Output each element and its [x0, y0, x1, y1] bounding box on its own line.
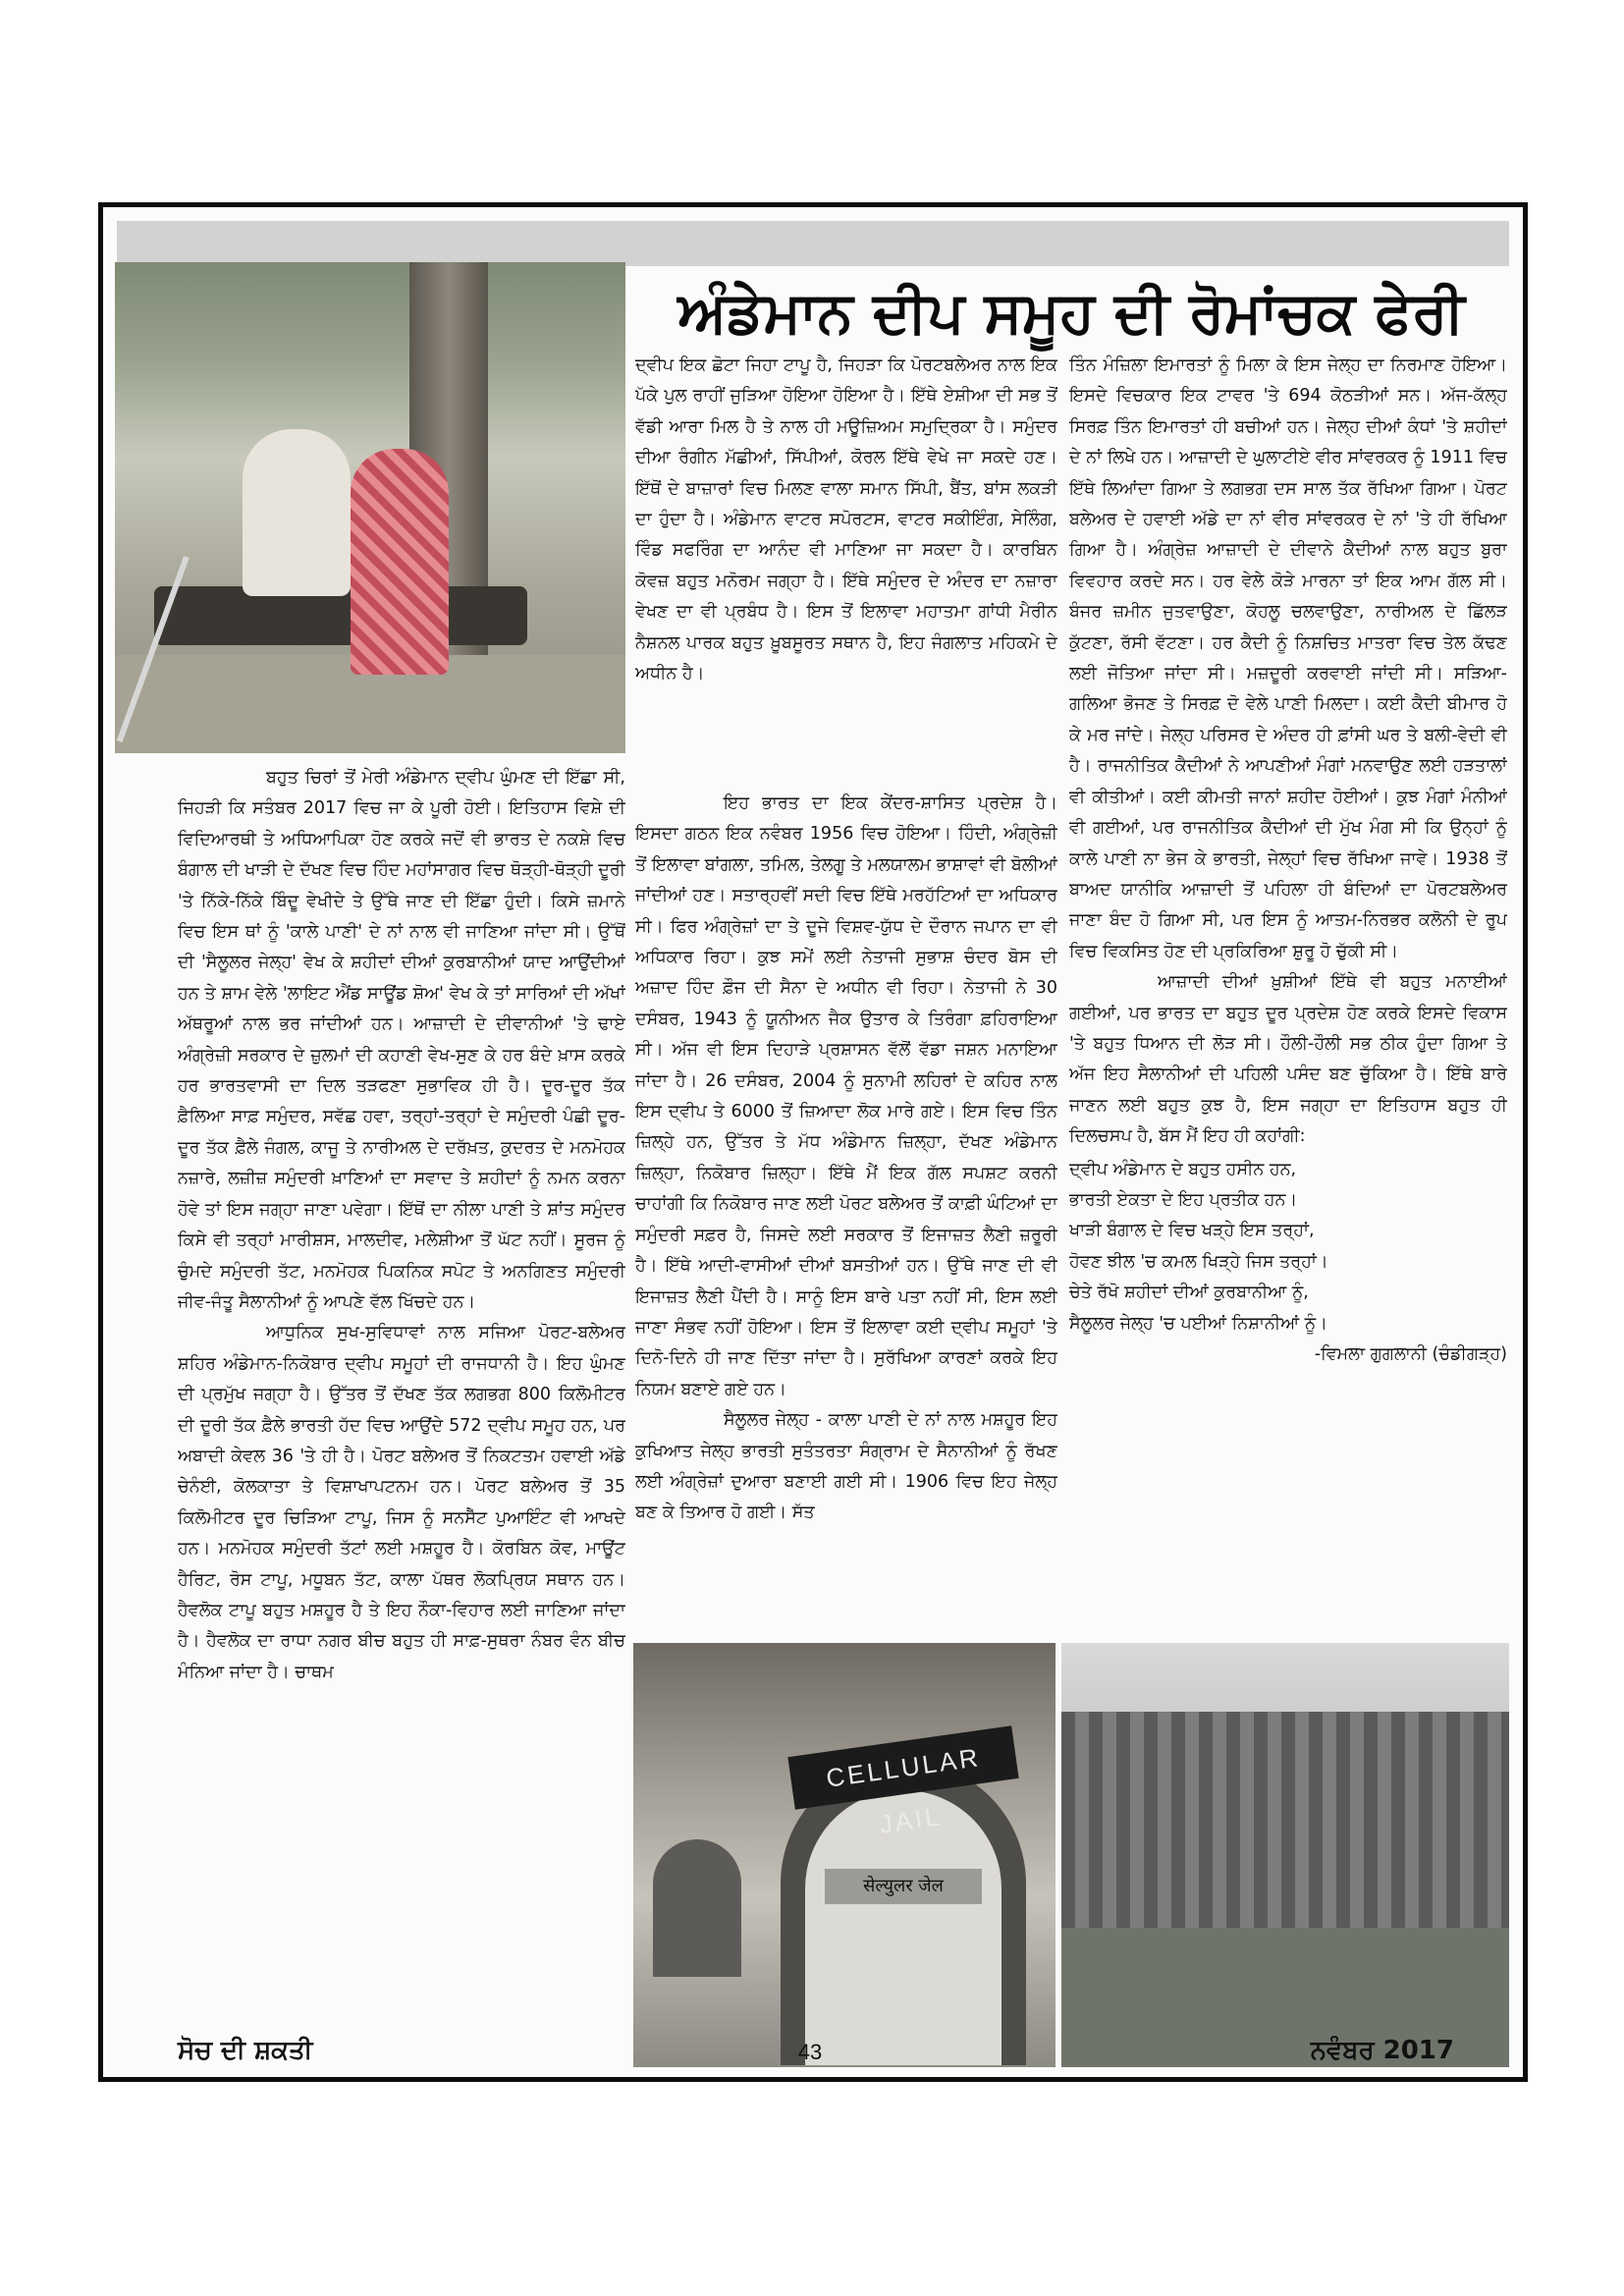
poem-line: ਸੈਲੂਲਰ ਜੇਲ੍ਹ 'ਚ ਪਈਆਂ ਨਿਸ਼ਾਨੀਆਂ ਨੂੰ।: [1069, 1313, 1327, 1334]
paragraph: ਦ੍ਵੀਪ ਇਕ ਛੋਟਾ ਜਿਹਾ ਟਾਪੂ ਹੈ, ਜਿਹੜਾ ਕਿ ਪੋਰਟਬਲੇਅਰ ਨਾਲ ਇਕ ਪੱਕੇ ਪੁਲ ਰਾਹੀਂ ਜੁੜਿਆ ਹੋਇਆ ਹੋਇਆ ਹੈ। ਇੱਥੇ ਏਸ਼ੀਆ ਦੀ ਸਭ ਤੋਂ ਵੱਡੀ ਆਰਾ ਮਿਲ ਹੈ ਤੇ ਨਾਲ ਹੀ ਮਊਜ਼ਿਅਮ ਸਮੁਦ੍ਰਿਕਾ ਹੈ। ਸਮੁੰਦਰ ਦੀਆ ਰੰਗੀਨ ਮੱਛੀਆਂ, ਸਿੱਪੀਆਂ, ਕੋਰਲ ਇੱਥੇ ਵੇਖੇ ਜਾ ਸਕਦੇ ਹਣ। ਇੱਥੋਂ ਦੇ ਬਾਜ਼ਾਰਾਂ ਵਿਚ ਮਿਲਣ ਵਾਲਾ ਸਮਾਨ ਸਿੱਪੀ, ਬੈਂਤ, ਬਾਂਸ ਲਕੜੀ ਦਾ ਹੁੰਦਾ ਹੈ। ਅੰਡੇਮਾਨ ਵਾਟਰ ਸਪੋਰਟਸ, ਵਾਟਰ ਸਕੀਇੰਗ, ਸੇਲਿੰਗ, ਵਿੰਡ ਸਫਰਿੰਗ ਦਾ ਆਨੰਦ ਵੀ ਮਾਣਿਆ ਜਾ ਸਕਦਾ ਹੈ। ਕਾਰਬਿਨ ਕੋਵਜ਼ ਬਹੁਤ ਮਨੋਰਮ ਜਗ੍ਹਾ ਹੈ। ਇੱਥੇ ਸਮੁੰਦਰ ਦੇ ਅੰਦਰ ਦਾ ਨਜ਼ਾਰਾ ਵੇਖਣ ਦਾ ਵੀ ਪ੍ਰਬੰਧ ਹੈ। ਇਸ ਤੋਂ ਇਲਾਵਾ ਮਹਾਤਮਾ ਗਾਂਧੀ ਮੈਰੀਨ ਨੈਸ਼ਨਲ ਪਾਰਕ ਬਹੁਤ ਖ਼ੂਬਸੂਰਤ ਸਥਾਨ ਹੈ, ਇਹ ਜੰਗਲਾਤ ਮਹਿਕਮੇ ਦੇ ਅਧੀਨ ਹੈ।: [635, 355, 1057, 684]
couple-photo: [115, 262, 625, 753]
article-column-middle: [635, 789, 1057, 1641]
issue-date: ਨਵੰਬਰ 2017: [1310, 2036, 1454, 2065]
cellular-jail-wing-photo: [1061, 1643, 1509, 2067]
poem-line: ਚੇਤੇ ਰੱਖੋ ਸ਼ਹੀਦਾਂ ਦੀਆਂ ਕੁਰਬਾਨੀਆ ਨੂੰ,: [1069, 1283, 1309, 1303]
paragraph: ਆਧੁਨਿਕ ਸੁਖ-ਸੁਵਿਧਾਵਾਂ ਨਾਲ ਸਜਿਆ ਪੋਰਟ-ਬਲੇਅਰ ਸ਼ਹਿਰ ਅੰਡੇਮਾਨ-ਨਿਕੋਬਾਰ ਦ੍ਵੀਪ ਸਮੂਹਾਂ ਦੀ ਰਾਜਧਾਨੀ ਹੈ। ਇਹ ਘੁੰਮਣ ਦੀ ਪ੍ਰਮੁੱਖ ਜਗ੍ਹਾ ਹੈ। ਉੱਤਰ ਤੋਂ ਦੱਖਣ ਤੱਕ ਲਗਭਗ 800 ਕਿਲੋਮੀਟਰ ਦੀ ਦੂਰੀ ਤੱਕ ਫ਼ੈਲੇ ਭਾਰਤੀ ਹੱਦ ਵਿਚ ਆਉਂਦੇ 572 ਦ੍ਵੀਪ ਸਮੂਹ ਹਨ, ਪਰ ਅਬਾਦੀ ਕੇਵਲ 36 'ਤੇ ਹੀ ਹੈ। ਪੋਰਟ ਬਲੇਅਰ ਤੋਂ ਨਿਕਟਤਮ ਹਵਾਈ ਅੱਡੇ ਚੇਨੰਈ, ਕੋਲਕਾਤਾ ਤੇ ਵਿਸ਼ਾਖਾਪਟਨਮ ਹਨ। ਪੋਰਟ ਬਲੇਅਰ ਤੋਂ 35 ਕਿਲੋਮੀਟਰ ਦੂਰ ਚਿੜਿਆ ਟਾਪੂ, ਜਿਸ ਨੂੰ ਸਨਸੈੱਟ ਪੁਆਇੰਟ ਵੀ ਆਖਦੇ ਹਨ। ਮਨਮੋਹਕ ਸਮੁੰਦਰੀ ਤੱਟਾਂ ਲਈ ਮਸ਼ਹੂਰ ਹੈ। ਕੋਰਬਿਨ ਕੋਵ, ਮਾਊਂਟ ਹੈਰਿਟ, ਰੋਸ ਟਾਪੂ, ਮਧੂਬਨ ਤੱਟ, ਕਾਲਾ ਪੱਥਰ ਲੋਕਪ੍ਰਿਯ ਸਥਾਨ ਹਨ। ਹੈਵਲੋਕ ਟਾਪੂ ਬਹੁਤ ਮਸ਼ਹੂਰ ਹੈ ਤੇ ਇਹ ਨੌਕਾ-ਵਿਹਾਰ ਲਈ ਜਾਣਿਆ ਜਾਂਦਾ ਹੈ। ਹੈਵਲੋਕ ਦਾ ਰਾਧਾ ਨਗਰ ਬੀਚ ਬਹੁਤ ਹੀ ਸਾਫ਼-ਸੁਥਰਾ ਨੰਬਰ ਵੰਨ ਬੀਚ ਮੰਨਿਆ ਜਾਂਦਾ ਹੈ। ਚਾਥਮ: [178, 1323, 625, 1682]
paragraph: ਆਜ਼ਾਦੀ ਦੀਆਂ ਖ਼ੁਸ਼ੀਆਂ ਇੱਥੇ ਵੀ ਬਹੁਤ ਮਨਾਈਆਂ ਗਈਆਂ, ਪਰ ਭਾਰਤ ਦਾ ਬਹੁਤ ਦੂਰ ਪ੍ਰਦੇਸ਼ ਹੋਣ ਕਰਕੇ ਇਸਦੇ ਵਿਕਾਸ 'ਤੇ ਬਹੁਤ ਧਿਆਨ ਦੀ ਲੋੜ ਸੀ। ਹੌਲੀ-ਹੌਲੀ ਸਭ ਠੀਕ ਹੁੰਦਾ ਗਿਆ ਤੇ ਅੱਜ ਇਹ ਸੈਲਾਨੀਆਂ ਦੀ ਪਹਿਲੀ ਪਸੰਦ ਬਣ ਚੁੱਕਿਆ ਹੈ। ਇੱਥੇ ਬਾਰੇ ਜਾਣਨ ਲਈ ਬਹੁਤ ਕੁਝ ਹੈ, ਇਸ ਜਗ੍ਹਾ ਦਾ ਇਤਿਹਾਸ ਬਹੁਤ ਹੀ ਦਿਲਚਸਪ ਹੈ, ਬੱਸ ਮੈਂ ਇਹ ਹੀ ਕਹਾਂਗੀ:: [1069, 972, 1507, 1147]
paragraph: ਤਿੰਨ ਮੰਜ਼ਿਲਾ ਇਮਾਰਤਾਂ ਨੂੰ ਮਿਲਾ ਕੇ ਇਸ ਜੇਲ੍ਹ ਦਾ ਨਿਰਮਾਣ ਹੋਇਆ। ਇਸਦੇ ਵਿਚਕਾਰ ਇਕ ਟਾਵਰ 'ਤੇ 694 ਕੋਠੜੀਆਂ ਸਨ। ਅੱਜ-ਕੱਲ੍ਹ ਸਿਰਫ਼ ਤਿੰਨ ਇਮਾਰਤਾਂ ਹੀ ਬਚੀਆਂ ਹਨ। ਜੇਲ੍ਹ ਦੀਆਂ ਕੰਧਾਂ 'ਤੇ ਸ਼ਹੀਦਾਂ ਦੇ ਨਾਂ ਲਿਖੇ ਹਨ। ਆਜ਼ਾਦੀ ਦੇ ਘੁਲਾਟੀਏ ਵੀਰ ਸਾਂਵਰਕਰ ਨੂੰ 1911 ਵਿਚ ਇੱਥੇ ਲਿਆਂਦਾ ਗਿਆ ਤੇ ਲਗਭਗ ਦਸ ਸਾਲ ਤੱਕ ਰੱਖਿਆ ਗਿਆ। ਪੋਰਟ ਬਲੇਅਰ ਦੇ ਹਵਾਈ ਅੱਡੇ ਦਾ ਨਾਂ ਵੀਰ ਸਾਂਵਰਕਰ ਦੇ ਨਾਂ 'ਤੇ ਹੀ ਰੱਖਿਆ ਗਿਆ ਹੈ। ਅੰਗ੍ਰੇਜ਼ ਆਜ਼ਾਦੀ ਦੇ ਦੀਵਾਨੇ ਕੈਦੀਆਂ ਨਾਲ ਬਹੁਤ ਬੁਰਾ ਵਿਵਹਾਰ ਕਰਦੇ ਸਨ। ਹਰ ਵੇਲੇ ਕੋੜੇ ਮਾਰਨਾ ਤਾਂ ਇਕ ਆਮ ਗੱਲ ਸੀ। ਬੰਜਰ ਜ਼ਮੀਨ ਜੁਤਵਾਉਣਾ, ਕੋਹਲੂ ਚਲਵਾਉਣਾ, ਨਾਰੀਅਲ ਦੇ ਛਿੱਲੜ ਕੁੱਟਣਾ, ਰੱਸੀ ਵੱਟਣਾ। ਹਰ ਕੈਦੀ ਨੂੰ ਨਿਸ਼ਚਿਤ ਮਾਤਰਾ ਵਿਚ ਤੇਲ ਕੱਢਣ ਲਈ ਜੋਤਿਆ ਜਾਂਦਾ ਸੀ। ਮਜ਼ਦੂਰੀ ਕਰਵਾਈ ਜਾਂਦੀ ਸੀ। ਸੜਿਆ-ਗਲਿਆ ਭੋਜਣ ਤੇ ਸਿਰਫ਼ ਦੋ ਵੇਲੇ ਪਾਣੀ ਮਿਲਦਾ। ਕਈ ਕੈਦੀ ਬੀਮਾਰ ਹੋ ਕੇ ਮਰ ਜਾਂਦੇ। ਜੇਲ੍ਹ ਪਰਿਸਰ ਦੇ ਅੰਦਰ ਹੀ ਫ਼ਾਂਸੀ ਘਰ ਤੇ ਬਲੀ-ਵੇਦੀ ਵੀ ਹੈ। ਰਾਜਨੀਤਿਕ ਕੈਦੀਆਂ ਨੇ ਆਪਣੀਆਂ ਮੰਗਾਂ ਮਨਵਾਉਣ ਲਈ ਹੜਤਾਲਾਂ ਵੀ ਕੀਤੀਆਂ। ਕਈ ਕੀਮਤੀ ਜਾਨਾਂ ਸ਼ਹੀਦ ਹੋਈਆਂ। ਕੁਝ ਮੰਗਾਂ ਮੰਨੀਆਂ ਵੀ ਗਈਆਂ, ਪਰ ਰਾਜਨੀਤਿਕ ਕੈਦੀਆਂ ਦੀ ਮੁੱਖ ਮੰਗ ਸੀ ਕਿ ਉਨ੍ਹਾਂ ਨੂੰ ਕਾਲੇ ਪਾਣੀ ਨਾ ਭੇਜ ਕੇ ਭਾਰਤੀ, ਜੇਲ੍ਹਾਂ ਵਿਚ ਰੱਖਿਆ ਜਾਵੇ। 1938 ਤੋਂ ਬਾਅਦ ਯਾਨੀਕਿ ਆਜ਼ਾਦੀ ਤੋਂ ਪਹਿਲਾ ਹੀ ਬੰਦਿਆਂ ਦਾ ਪੋਰਟਬਲੇਅਰ ਜਾਣਾ ਬੰਦ ਹੋ ਗਿਆ ਸੀ, ਪਰ ਇਸ ਨੂੰ ਆਤਮ-ਨਿਰਭਰ ਕਲੋਨੀ ਦੇ ਰੂਪ ਵਿਚ ਵਿਕਸਿਤ ਹੋਣ ਦੀ ਪ੍ਰਕਿਰਿਆ ਸ਼ੁਰੂ ਹੋ ਚੁੱਕੀ ਸੀ।: [1069, 355, 1507, 961]
poem-line: ਦ੍ਵੀਪ ਅੰਡੇਮਾਨ ਦੇ ਬਹੁਤ ਹਸੀਨ ਹਨ,: [1069, 1159, 1297, 1179]
paragraph: ਇਹ ਭਾਰਤ ਦਾ ਇਕ ਕੇਂਦਰ-ਸ਼ਾਸਿਤ ਪ੍ਰਦੇਸ਼ ਹੈ। ਇਸਦਾ ਗਠਨ ਇਕ ਨਵੰਬਰ 1956 ਵਿਚ ਹੋਇਆ। ਹਿੰਦੀ, ਅੰਗ੍ਰੇਜ਼ੀ ਤੋਂ ਇਲਾਵਾ ਬਾਂਗਲਾ, ਤਮਿਲ, ਤੇਲਗੂ ਤੇ ਮਲਯਾਲਮ ਭਾਸ਼ਾਵਾਂ ਵੀ ਬੋਲੀਆਂ ਜਾਂਦੀਆਂ ਹਣ। ਸਤਾਰ੍ਹਵੀਂ ਸਦੀ ਵਿਚ ਇੱਥੇ ਮਰਹੱਟਿਆਂ ਦਾ ਅਧਿਕਾਰ ਸੀ। ਫਿਰ ਅੰਗ੍ਰੇਜ਼ਾਂ ਦਾ ਤੇ ਦੂਜੇ ਵਿਸ਼ਵ-ਯੁੱਧ ਦੇ ਦੌਰਾਨ ਜਪਾਨ ਦਾ ਵੀ ਅਧਿਕਾਰ ਰਿਹਾ। ਕੁਝ ਸਮੇਂ ਲਈ ਨੇਤਾਜੀ ਸੁਭਾਸ਼ ਚੰਦਰ ਬੋਸ ਦੀ ਅਜ਼ਾਦ ਹਿੰਦ ਫ਼ੌਜ ਦੀ ਸੈਨਾ ਦੇ ਅਧੀਨ ਵੀ ਰਿਹਾ। ਨੇਤਾਜੀ ਨੇ 30 ਦਸੰਬਰ, 1943 ਨੂੰ ਯੂਨੀਅਨ ਜੈਕ ਉਤਾਰ ਕੇ ਤਿਰੰਗਾ ਫ਼ਹਿਰਾਇਆ ਸੀ। ਅੱਜ ਵੀ ਇਸ ਦਿਹਾੜੇ ਪ੍ਰਸ਼ਾਸਨ ਵੱਲੋਂ ਵੱਡਾ ਜਸ਼ਨ ਮਨਾਇਆ ਜਾਂਦਾ ਹੈ। 26 ਦਸੰਬਰ, 2004 ਨੂੰ ਸੁਨਾਮੀ ਲਹਿਰਾਂ ਦੇ ਕਹਿਰ ਨਾਲ ਇਸ ਦ੍ਵੀਪ ਤੇ 6000 ਤੋਂ ਜ਼ਿਆਦਾ ਲੋਕ ਮਾਰੇ ਗਏ। ਇਸ ਵਿਚ ਤਿੰਨ ਜ਼ਿਲ੍ਹੇ ਹਨ, ਉੱਤਰ ਤੇ ਮੱਧ ਅੰਡੇਮਾਨ ਜ਼ਿਲ੍ਹਾ, ਦੱਖਣ ਅੰਡੇਮਾਨ ਜ਼ਿਲ੍ਹਾ, ਨਿਕੋਬਾਰ ਜ਼ਿਲ੍ਹਾ। ਇੱਥੇ ਮੈਂ ਇਕ ਗੱਲ ਸਪਸ਼ਟ ਕਰਨੀ ਚਾਹਾਂਗੀ ਕਿ ਨਿਕੋਬਾਰ ਜਾਣ ਲਈ ਪੋਰਟ ਬਲੇਅਰ ਤੋਂ ਕਾਫ਼ੀ ਘੰਟਿਆਂ ਦਾ ਸਮੁੰਦਰੀ ਸਫ਼ਰ ਹੈ, ਜਿਸਦੇ ਲਈ ਸਰਕਾਰ ਤੋਂ ਇਜਾਜ਼ਤ ਲੈਣੀ ਜ਼ਰੂਰੀ ਹੈ। ਇੱਥੇ ਆਦੀ-ਵਾਸੀਆਂ ਦੀਆਂ ਬਸਤੀਆਂ ਹਨ। ਉੱਥੇ ਜਾਣ ਦੀ ਵੀ ਇਜਾਜ਼ਤ ਲੈਣੀ ਪੈਂਦੀ ਹੈ। ਸਾਨੂੰ ਇਸ ਬਾਰੇ ਪਤਾ ਨਹੀਂ ਸੀ, ਇਸ ਲਈ ਜਾਣਾ ਸੰਭਵ ਨਹੀਂ ਹੋਇਆ। ਇਸ ਤੋਂ ਇਲਾਵਾ ਕਈ ਦ੍ਵੀਪ ਸਮੂਹਾਂ 'ਤੇ ਦਿਨੋ-ਦਿਨੇ ਹੀ ਜਾਣ ਦਿੱਤਾ ਜਾਂਦਾ ਹੈ। ਸੁਰੱਖਿਆ ਕਾਰਣਾਂ ਕਰਕੇ ਇਹ ਨਿਯਮ ਬਣਾਏ ਗਏ ਹਨ।: [635, 793, 1057, 1399]
poem: [1069, 1155, 1507, 1339]
article-column-middle-top: [635, 351, 1057, 787]
article-title: ਅੰਡੇਮਾਨ ਦੀਪ ਸਮੂਹ ਦੀ ਰੋਮਾਂਚਕ ਫੇਰੀ: [677, 279, 1465, 346]
magazine-name: ਸੋਚ ਦੀ ਸ਼ਕਤੀ: [178, 2036, 313, 2065]
header-band: [117, 221, 1509, 266]
jail-board: सेल्युलर जेल: [825, 1869, 982, 1904]
poem-line: ਖਾੜੀ ਬੰਗਾਲ ਦੇ ਵਿਚ ਖੜ੍ਹੇ ਇਸ ਤਰ੍ਹਾਂ,: [1069, 1221, 1315, 1241]
poem-line: ਭਾਰਤੀ ਏਕਤਾ ਦੇ ਇਹ ਪ੍ਰਤੀਕ ਹਨ।: [1069, 1189, 1298, 1210]
poem-line: ਹੋਵਣ ਝੀਲ 'ਚ ਕਮਲ ਖਿੜ੍ਹੇ ਜਿਸ ਤਰ੍ਹਾਂ।: [1069, 1251, 1328, 1272]
author-signature: -ਵਿਮਲਾ ਗੁਗਲਾਨੀ (ਚੰਡੀਗੜ੍ਹ): [1314, 1344, 1507, 1364]
jail-sign: CELLULAR JAIL: [787, 1725, 1018, 1809]
article-column-right: [1069, 351, 1507, 1629]
page-frame: [98, 202, 1528, 2082]
cellular-jail-gate-photo: [633, 1643, 1056, 2067]
paragraph: ਸੈਲੂਲਰ ਜੇਲ੍ਹ - ਕਾਲਾ ਪਾਣੀ ਦੇ ਨਾਂ ਨਾਲ ਮਸ਼ਹੂਰ ਇਹ ਕੁਖਿਆਤ ਜੇਲ੍ਹ ਭਾਰਤੀ ਸੁਤੰਤਰਤਾ ਸੰਗ੍ਰਾਮ ਦੇ ਸੈਨਾਨੀਆਂ ਨੂੰ ਰੱਖਣ ਲਈ ਅੰਗ੍ਰੇਜ਼ਾਂ ਦੁਆਰਾ ਬਣਾਈ ਗਈ ਸੀ। 1906 ਵਿਚ ਇਹ ਜੇਲ੍ਹ ਬਣ ਕੇ ਤਿਆਰ ਹੋ ਗਈ। ਸੱਤ: [635, 1410, 1057, 1523]
page-number: 43: [797, 2040, 823, 2064]
article-column-left: [178, 763, 625, 2075]
paragraph: ਬਹੁਤ ਚਿਰਾਂ ਤੋਂ ਮੇਰੀ ਅੰਡੇਮਾਨ ਦ੍ਵੀਪ ਘੁੰਮਣ ਦੀ ਇੱਛਾ ਸੀ, ਜਿਹੜੀ ਕਿ ਸਤੰਬਰ 2017 ਵਿਚ ਜਾ ਕੇ ਪੂਰੀ ਹੋਈ। ਇਤਿਹਾਸ ਵਿਸ਼ੇ ਦੀ ਵਿਦਿਆਰਥੀ ਤੇ ਅਧਿਆਪਿਕਾ ਹੋਣ ਕਰਕੇ ਜਦੋਂ ਵੀ ਭਾਰਤ ਦੇ ਨਕਸ਼ੇ ਵਿਚ ਬੰਗਾਲ ਦੀ ਖਾੜੀ ਦੇ ਦੱਖਣ ਵਿਚ ਹਿੰਦ ਮਹਾਂਸਾਗਰ ਵਿਚ ਥੋੜ੍ਹੀ-ਥੋੜ੍ਹੀ ਦੂਰੀ 'ਤੇ ਨਿੱਕੇ-ਨਿੱਕੇ ਬਿੰਦੂ ਵੇਖੀਦੇ ਤੇ ਉੱਥੇ ਜਾਣ ਦੀ ਇੱਛਾ ਹੁੰਦੀ। ਕਿਸੇ ਜ਼ਮਾਨੇ ਵਿਚ ਇਸ ਥਾਂ ਨੂੰ 'ਕਾਲੇ ਪਾਣੀ' ਦੇ ਨਾਂ ਨਾਲ ਵੀ ਜਾਣਿਆ ਜਾਂਦਾ ਸੀ। ਉੱਥੋਂ ਦੀ 'ਸੈਲੂਲਰ ਜੇਲ੍ਹ' ਵੇਖ ਕੇ ਸ਼ਹੀਦਾਂ ਦੀਆਂ ਕੁਰਬਾਨੀਆਂ ਯਾਦ ਆਉਂਦੀਆਂ ਹਨ ਤੇ ਸ਼ਾਮ ਵੇਲੇ 'ਲਾਇਟ ਐਂਡ ਸਾਊਂਡ ਸ਼ੋਅ' ਵੇਖ ਕੇ ਤਾਂ ਸਾਰਿਆਂ ਦੀ ਅੱਖਾਂ ਅੱਥਰੂਆਂ ਨਾਲ ਭਰ ਜਾਂਦੀਆਂ ਹਨ। ਆਜ਼ਾਦੀ ਦੇ ਦੀਵਾਨੀਆਂ 'ਤੇ ਢਾਏ ਅੰਗ੍ਰੇਜ਼ੀ ਸਰਕਾਰ ਦੇ ਜ਼ੁਲਮਾਂ ਦੀ ਕਹਾਣੀ ਵੇਖ-ਸੁਣ ਕੇ ਹਰ ਬੰਦੇ ਖ਼ਾਸ ਕਰਕੇ ਹਰ ਭਾਰਤਵਾਸੀ ਦਾ ਦਿਲ ਤੜਫਣਾ ਸੁਭਾਵਿਕ ਹੀ ਹੈ। ਦੂਰ-ਦੂਰ ਤੱਕ ਫ਼ੈਲਿਆ ਸਾਫ਼ ਸਮੁੰਦਰ, ਸਵੱਛ ਹਵਾ, ਤਰ੍ਹਾਂ-ਤਰ੍ਹਾਂ ਦੇ ਸਮੁੰਦਰੀ ਪੰਛੀ ਦੂਰ-ਦੂਰ ਤੱਕ ਫ਼ੈਲੇ ਜੰਗਲ, ਕਾਜੂ ਤੇ ਨਾਰੀਅਲ ਦੇ ਦਰੱਖ਼ਤ, ਕੁਦਰਤ ਦੇ ਮਨਮੋਹਕ ਨਜ਼ਾਰੇ, ਲਜ਼ੀਜ਼ ਸਮੁੰਦਰੀ ਖ਼ਾਣਿਆਂ ਦਾ ਸਵਾਦ ਤੇ ਸ਼ਹੀਦਾਂ ਨੂੰ ਨਮਨ ਕਰਨਾ ਹੋਵੇ ਤਾਂ ਇਸ ਜਗ੍ਹਾ ਜਾਣਾ ਪਵੇਗਾ। ਇੱਥੋਂ ਦਾ ਨੀਲਾ ਪਾਣੀ ਤੇ ਸ਼ਾਂਤ ਸਮੁੰਦਰ ਕਿਸੇ ਵੀ ਤਰ੍ਹਾਂ ਮਾਰੀਸ਼ਸ, ਮਾਲਦੀਵ, ਮਲੇਸ਼ੀਆ ਤੋਂ ਘੱਟ ਨਹੀਂ। ਸੂਰਜ ਨੂੰ ਚੁੰਮਦੇ ਸਮੁੰਦਰੀ ਤੱਟ, ਮਨਮੋਹਕ ਪਿਕਨਿਕ ਸਪੋਟ ਤੇ ਅਨਗਿਣਤ ਸਮੁੰਦਰੀ ਜੀਵ-ਜੰਤੂ ਸੈਲਾਨੀਆਂ ਨੂੰ ਆਪਣੇ ਵੱਲ ਖਿੱਚਦੇ ਹਨ।: [178, 768, 625, 1312]
